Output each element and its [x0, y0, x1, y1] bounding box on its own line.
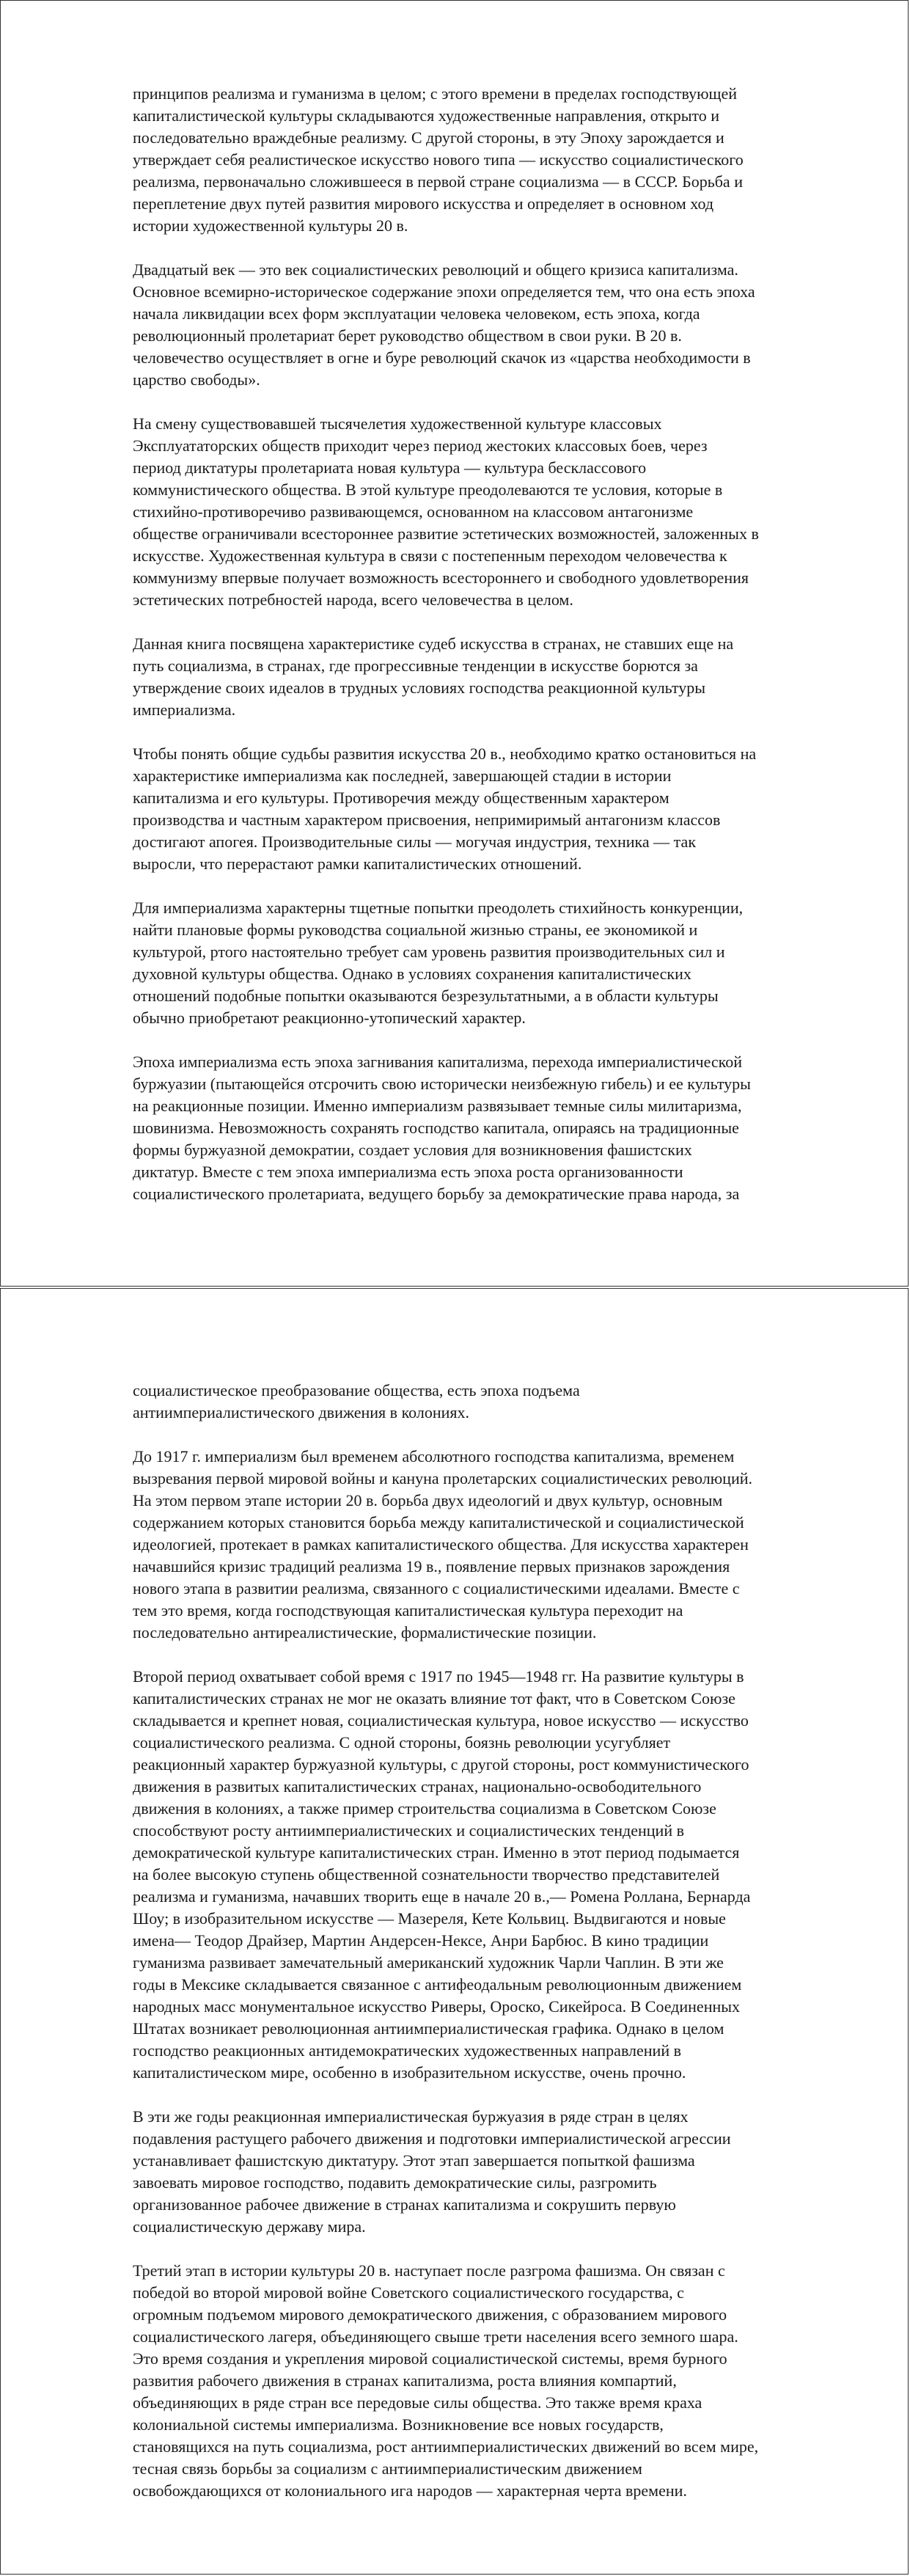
paragraph: Эпоха империализма есть эпоха загнивания капитализма, перехода империалистической буржуазии (пытающейся отсрочить свою исторически неизбежную гибель) и ее культуры на реакционные позиции. Именно империализм развязывает темные силы милитаризма, шовинизма. Невозможность сохранять господство капитала, опираясь на традиционные формы буржуазной демократии, создает условия для возникновения фашистских диктатур. Вместе с тем эпоха империализма есть эпоха роста организованности социалистического пролетариата, ведущего борьбу за демократические права народа, за — [133, 1053, 751, 1203]
paragraph: принципов реализма и гуманизма в целом; с этого времени в пределах господствующей капиталистической культуры складываются художественные направления, открыто и последовательно враждебные реализму. С другой стороны, в эту Эпоху зарождается и утверждает себя реалистическое искусство нового типа — искусство социалистического реализма, первоначально сложившееся в первой стране социализма — в СССР. Борьба и переплетение двух путей развития мирового искусства и определяет в основном ход истории художественной культуры 20 в. — [133, 84, 744, 235]
paragraph: Данная книга посвящена характеристике судеб искусства в странах, не ставших еще на путь социализма, в странах, где прогрессивные тенденции в искусстве борются за утверждение своих идеалов в трудных условиях господства реакционной культуры империализма. — [133, 634, 734, 719]
document-page-2 — [0, 1288, 909, 2575]
paragraph: Второй период охватывает собой время с 1917 по 1945—1948 гг. На развитие культуры в капиталистических странах не мог не оказать влияние тот факт, что в Советском Союзе складывается и крепнет новая, социалистическая культура, новое искусство — искусство социалистического реализма. С одной стороны, боязнь революции усугубляет реакционный характер буржуазной культуры, с другой стороны, рост коммунистического движения в развитых капиталистических странах, национально-освободительного движения в колониях, а также пример строительства социализма в Советском Союзе способствуют росту антиимпериалистических и социалистических тенденций в демократической культуре капиталистических стран. Именно в этот период подымается на более высокую ступень общественной сознательности творчество представителей реализма и гуманизма, начавших творить еще в начале 20 в.,— Ромена Роллана, Бернарда Шоу; в изобразительном искусстве — Мазереля, Кете Кольвиц. Выдвигаются и новые имена— Теодор Драйзер, Мартин Андерсен-Нексе, Анри Барбюс. В кино традиции гуманизма развивает замечательный американский художник Чарли Чаплин. В эти же годы в Мексике складывается связанное с антифеодальным революционным движением народных масс монументальное искусство Риверы, Ороско, Сикейроса. В Соединенных Штатах возникает революционная антиимпериалистическая графика. Однако в целом господство реакционных антидемократических художественных направлений в капиталистическом мире, особенно в изобразительном искусстве, очень прочно. — [133, 1667, 751, 2082]
page-2-text — [133, 1380, 866, 2524]
paragraph: На смену существовавшей тысячелетия художественной культуре классовых Эксплуататорских обществ приходит через период жестоких классовых боев, через период диктатуры пролетариата новая культура — культура бесклассового коммунистического общества. В этой культуре преодолеваются те условия, которые в стихийно-противоречиво развивающемся, основанном на классовом антагонизме обществе ограничивали всестороннее развитие эстетических возможностей, заложенных в искусстве. Художественная культура в связи с постепенным переходом человечества к коммунизму впервые получает возможность всестороннего и свободного удовлетворения эстетических потребностей народа, всего человечества в целом. — [133, 414, 759, 609]
paragraph: Третий этап в истории культуры 20 в. наступает после разгрома фашизма. Он связан с победой во второй мировой войне Советского социалистического государства, с огромным подъемом мирового демократического движения, с образованием мирового социалистического лагеря, объединяющего свыше трети населения всего земного шара. Это время создания и укрепления мировой социалистической системы, время бурного развития рабочего движения в странах капитализма, роста влияния компартий, объединяющих в ряде стран все передовые силы общества. Это также время краха колониальной системы империализма. Возникновение все новых государств, становящихся на путь социализма, рост антиимпериалистических движений во всем мире, тесная связь борьбы за социализм с антиимпериалистическим движением освобождающихся от колониального ига народов — характерная черта времени. — [133, 2261, 759, 2500]
paragraph: Чтобы понять общие судьбы развития искусства 20 в., необходимо кратко остановиться на характеристике империализма как последней, завершающей стадии в истории капитализма и его культуры. Противоречия между общественным характером производства и частным характером присвоения, непримиримый антагонизм классов достигают апогея. Производительные силы — могучая индустрия, техника — так выросли, что перерастают рамки капиталистических отношений. — [133, 744, 757, 873]
paragraph: социалистическое преобразование общества, есть эпоха подъема антиимпериалистического движения в колониях. — [133, 1381, 580, 1421]
paragraph: Для империализма характерны тщетные попытки преодолеть стихийность конкуренции, найти плановые формы руководства социальной жизнью страны, ее экономикой и культурой, ртого настоятельно требует сам уровень развития производительных сил и духовной культуры общества. Однако в условиях сохранения капиталистических отношений подобные попытки оказываются безрезультатными, а в области культуры обычно приобретают реакционно-утопический характер. — [133, 899, 744, 1027]
paragraph: В эти же годы реакционная империалистическая буржуазия в ряде стран в целях подавления растущего рабочего движения и подготовки империалистической агрессии устанавливает фашистскую диктатуру. Этот этап завершается попыткой фашизма завоевать мировое господство, подавить демократические силы, разгромить организованное рабочее движение в странах капитализма и сокрушить первую социалистическую державу мира. — [133, 2107, 731, 2236]
paragraph: Двадцатый век — это век социалистических революций и общего кризиса капитализма. Основное всемирно-историческое содержание эпохи определяется тем, что она есть эпоха начала ликвидации всех форм эксплуатации человека человеком, есть эпоха, когда революционный пролетариат берет руководство обществом в свои руки. В 20 в. человечество осуществляет в огне и буре революций скачок из «царства необходимости в царство свободы». — [133, 260, 755, 389]
page-1-text — [133, 83, 866, 1227]
document-page-1 — [0, 0, 909, 1287]
paragraph: До 1917 г. империализм был временем абсолютного господства капитализма, временем вызревания первой мировой войны и кануна пролетарских социалистических революций. На этом первом этапе истории 20 в. борьба двух идеологий и двух культур, основным содержанием которых становится борьба между капиталистической и социалистической идеологией, протекает в рамках капиталистического общества. Для искусства характерен начавшийся кризис традиций реализма 19 в., появление первых признаков зарождения нового этапа в развитии реализма, связанного с социалистическими идеалами. Вместе с тем это время, когда господствующая капиталистическая культура переходит на последовательно антиреалистические, формалистические позиции. — [133, 1447, 753, 1642]
